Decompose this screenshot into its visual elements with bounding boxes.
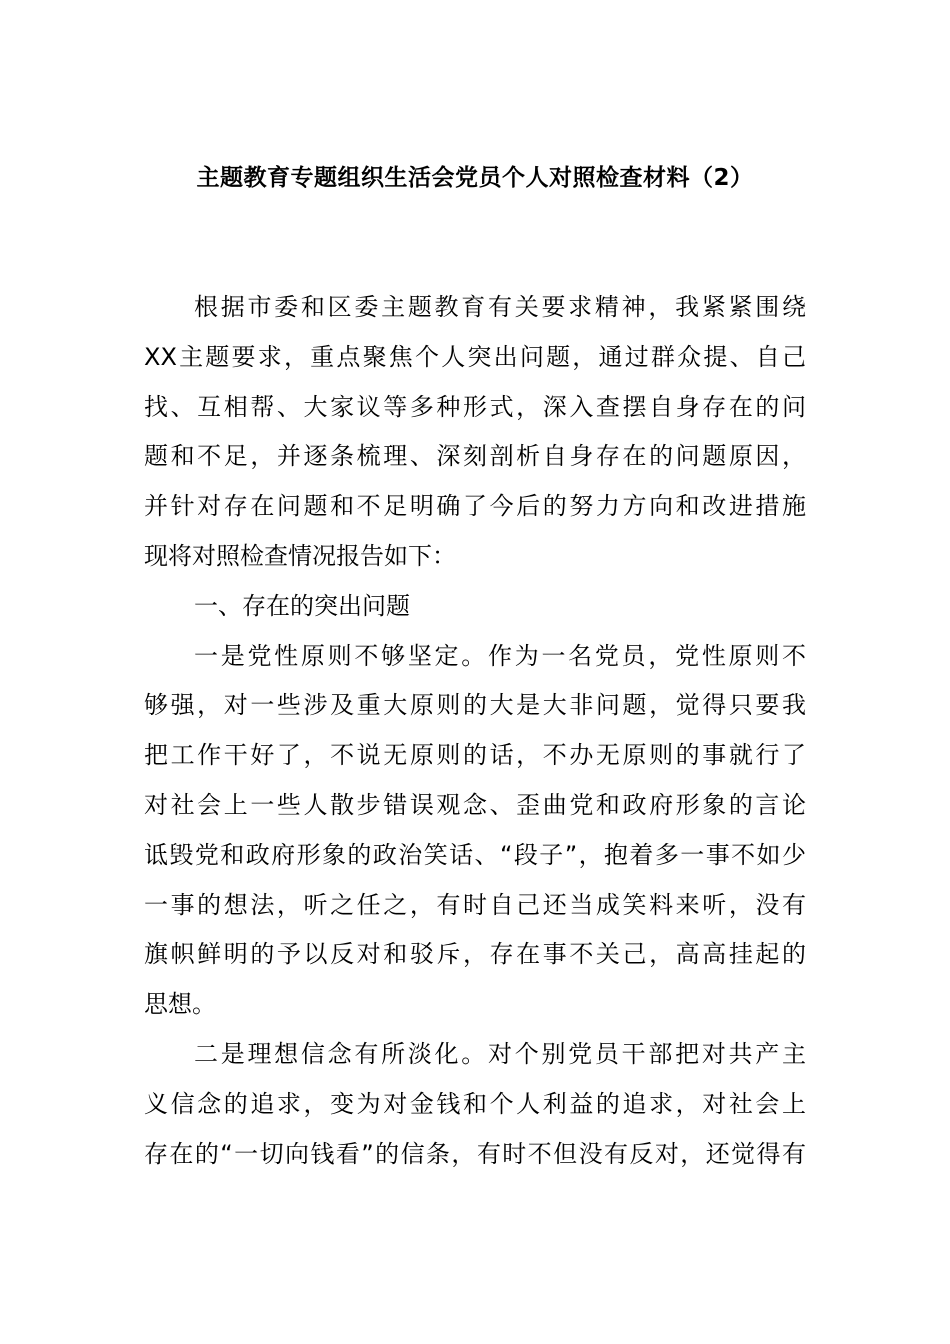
- paragraph-line: 并针对存在问题和不足明确了今后的努力方向和改进措施: [144, 492, 806, 521]
- paragraph-line: 够强，对一些涉及重大原则的大是大非问题，觉得只要我: [144, 691, 806, 720]
- paragraph-line: 义信念的追求，变为对金钱和个人利益的追求，对社会上: [144, 1089, 806, 1118]
- paragraph-line: XX主题要求，重点聚焦个人突出问题，通过群众提、自己: [144, 342, 806, 371]
- paragraph-line: 一是党性原则不够坚定。作为一名党员，党性原则不: [194, 641, 806, 670]
- paragraph-line: 现将对照检查情况报告如下：: [144, 541, 456, 570]
- paragraph-line: 旗帜鲜明的予以反对和驳斥，存在事不关己，高高挂起的: [144, 940, 806, 969]
- paragraph-line: 存在的“一切向钱看”的信条，有时不但没有反对，还觉得有: [144, 1139, 806, 1168]
- paragraph-line: 找、互相帮、大家议等多种形式，深入查摆自身存在的问: [144, 392, 806, 421]
- paragraph-line: 对社会上一些人散步错误观念、歪曲党和政府形象的言论: [144, 790, 806, 819]
- document-title: 主题教育专题组织生活会党员个人对照检查材料（2）: [196, 165, 754, 191]
- paragraph-line: 二是理想信念有所淡化。对个别党员干部把对共产主: [194, 1039, 806, 1068]
- paragraph-line: 根据市委和区委主题教育有关要求精神，我紧紧围绕: [194, 293, 806, 321]
- paragraph-line: 思想。: [144, 990, 216, 1019]
- section-heading: 一、存在的突出问题: [194, 591, 410, 620]
- document-body: [144, 283, 806, 1179]
- paragraph-line: 诋毁党和政府形象的政治笑话、“段子”，抱着多一事不如少: [144, 840, 806, 869]
- paragraph-line: 把工作干好了，不说无原则的话，不办无原则的事就行了: [144, 741, 806, 770]
- paragraph-line: 一事的想法，听之任之，有时自己还当成笑料来听，没有: [144, 890, 806, 919]
- paragraph-line: 题和不足，并逐条梳理、深刻剖析自身存在的问题原因，: [144, 442, 806, 471]
